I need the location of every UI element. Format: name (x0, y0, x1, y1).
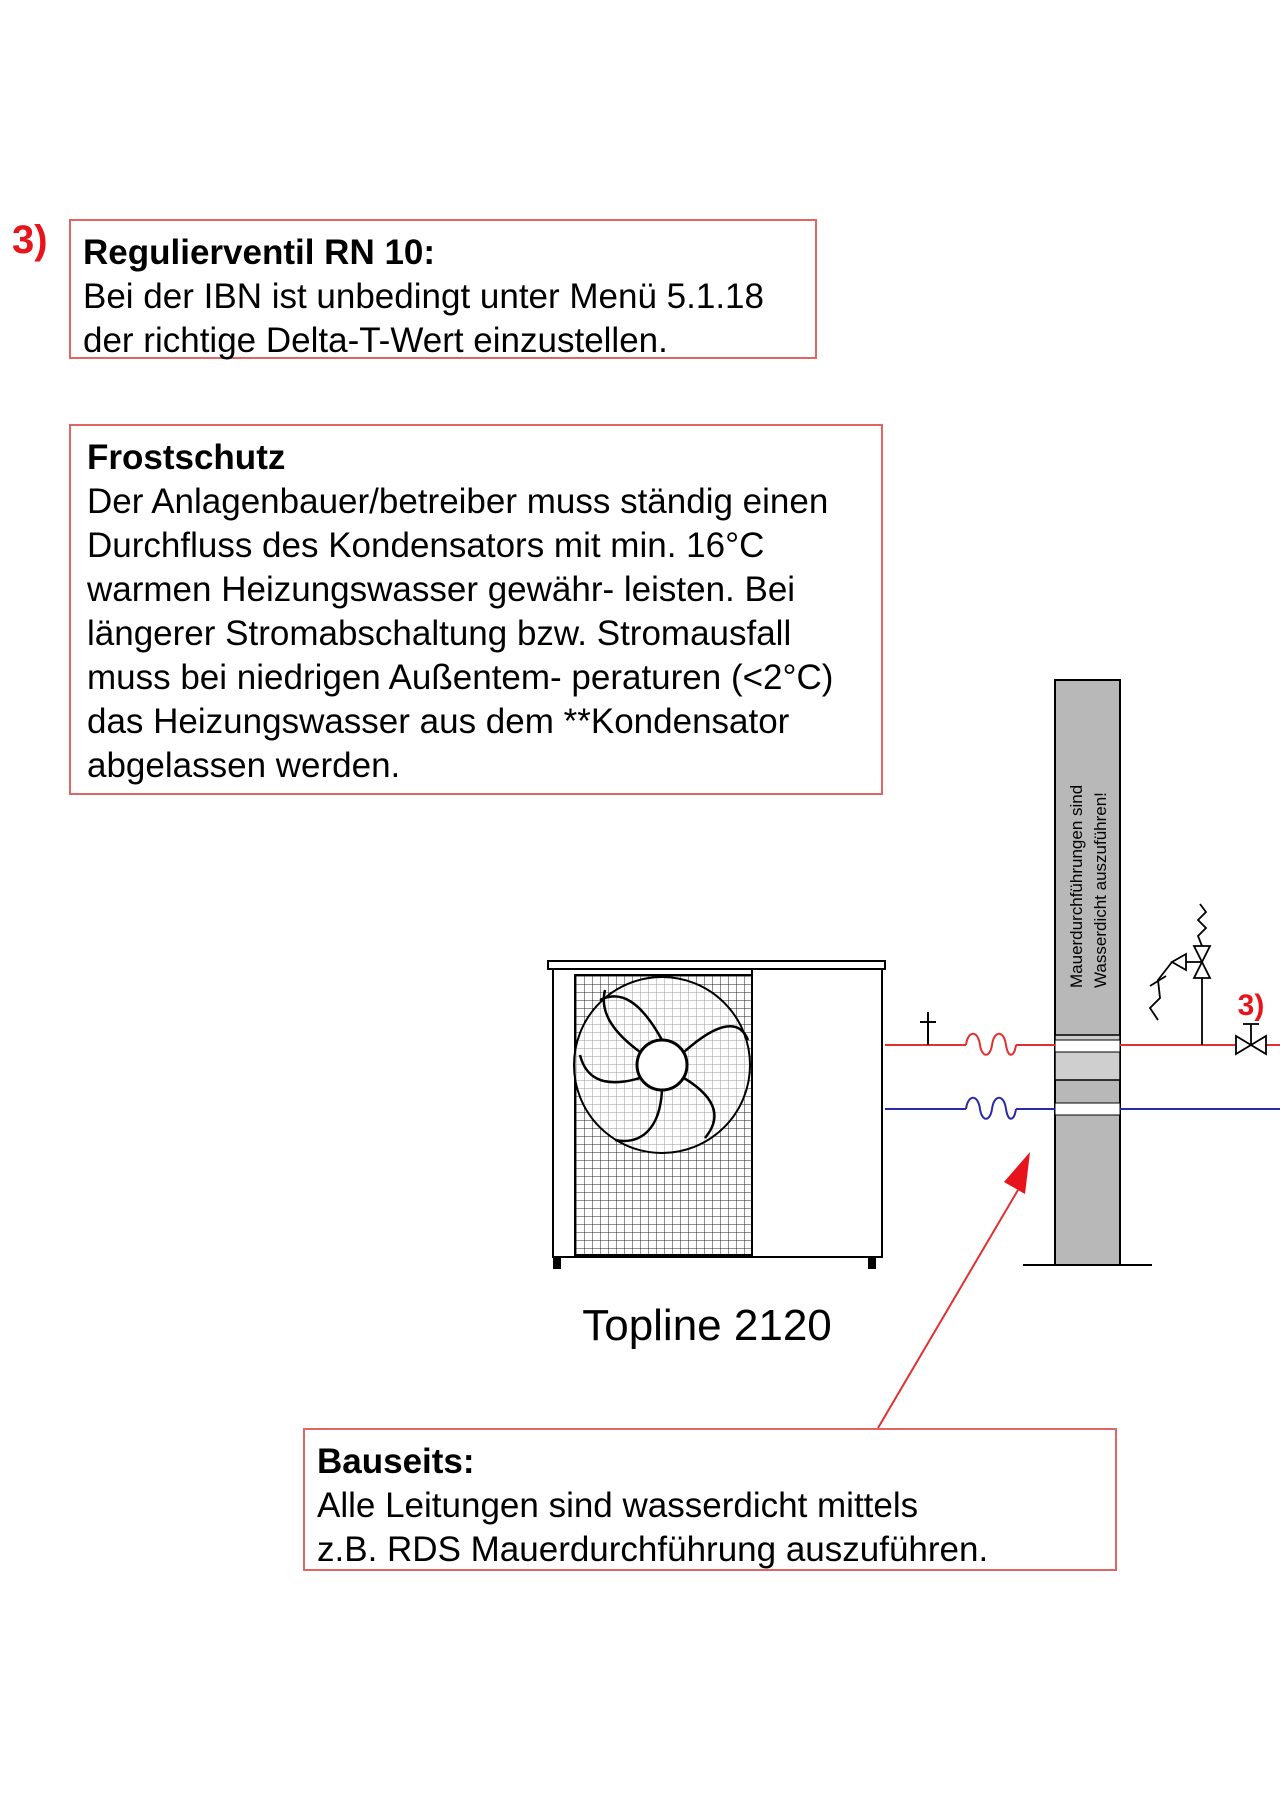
regulating-valve-icon (1236, 1024, 1266, 1054)
wall-penetration-label-line-2: Wasserdicht auszuführen! (1091, 792, 1110, 988)
frost-protection-note-line: muss bei niedrigen Außentem- peraturen (<2°C) (87, 658, 834, 697)
regulating-valve-note-line: Bei der IBN ist unbedingt unter Menü 5.1.18 (83, 277, 764, 316)
frost-protection-note-line: längerer Stromabschaltung bzw. Stromausfall (87, 614, 792, 653)
frost-protection-note-line: Durchfluss des Kondensators mit min. 16°C (87, 526, 765, 565)
pointer-arrow (878, 1152, 1030, 1428)
wall-penetration-label-line-1: Mauerdurchführungen sind (1067, 784, 1086, 988)
site-side-note-line: z.B. RDS Mauerdurchführung auszuführen. (317, 1530, 989, 1569)
unit-model-label: Topline 2120 (582, 1301, 832, 1350)
site-side-note-line: Alle Leitungen sind wasserdicht mittels (317, 1486, 919, 1525)
frost-protection-note-line: Der Anlagenbauer/betreiber muss ständig einen (87, 482, 829, 521)
regulating-valve-note-line: der richtige Delta-T-Wert einzustellen. (83, 321, 668, 360)
frost-protection-note-line: warmen Heizungswasser gewähr- leisten. Bei (87, 570, 796, 609)
air-vent-icon (920, 1012, 936, 1045)
heat-pump-unit (548, 961, 885, 1269)
frost-protection-note-title: Frostschutz (87, 438, 286, 477)
wall-section (1023, 680, 1152, 1265)
regulating-valve-note-title: Regulierventil RN 10: (83, 233, 436, 272)
regulating-valve-marker: 3) (1237, 989, 1265, 1022)
fan-icon (574, 977, 750, 1153)
frost-protection-note-line: abgelassen werden. (87, 746, 401, 785)
site-side-note-title: Bauseits: (317, 1442, 475, 1481)
safety-valve-icon (1150, 904, 1210, 1045)
marker-3-label: 3) (12, 218, 48, 262)
frost-protection-note-line: das Heizungswasser aus dem **Kondensator (87, 702, 790, 741)
